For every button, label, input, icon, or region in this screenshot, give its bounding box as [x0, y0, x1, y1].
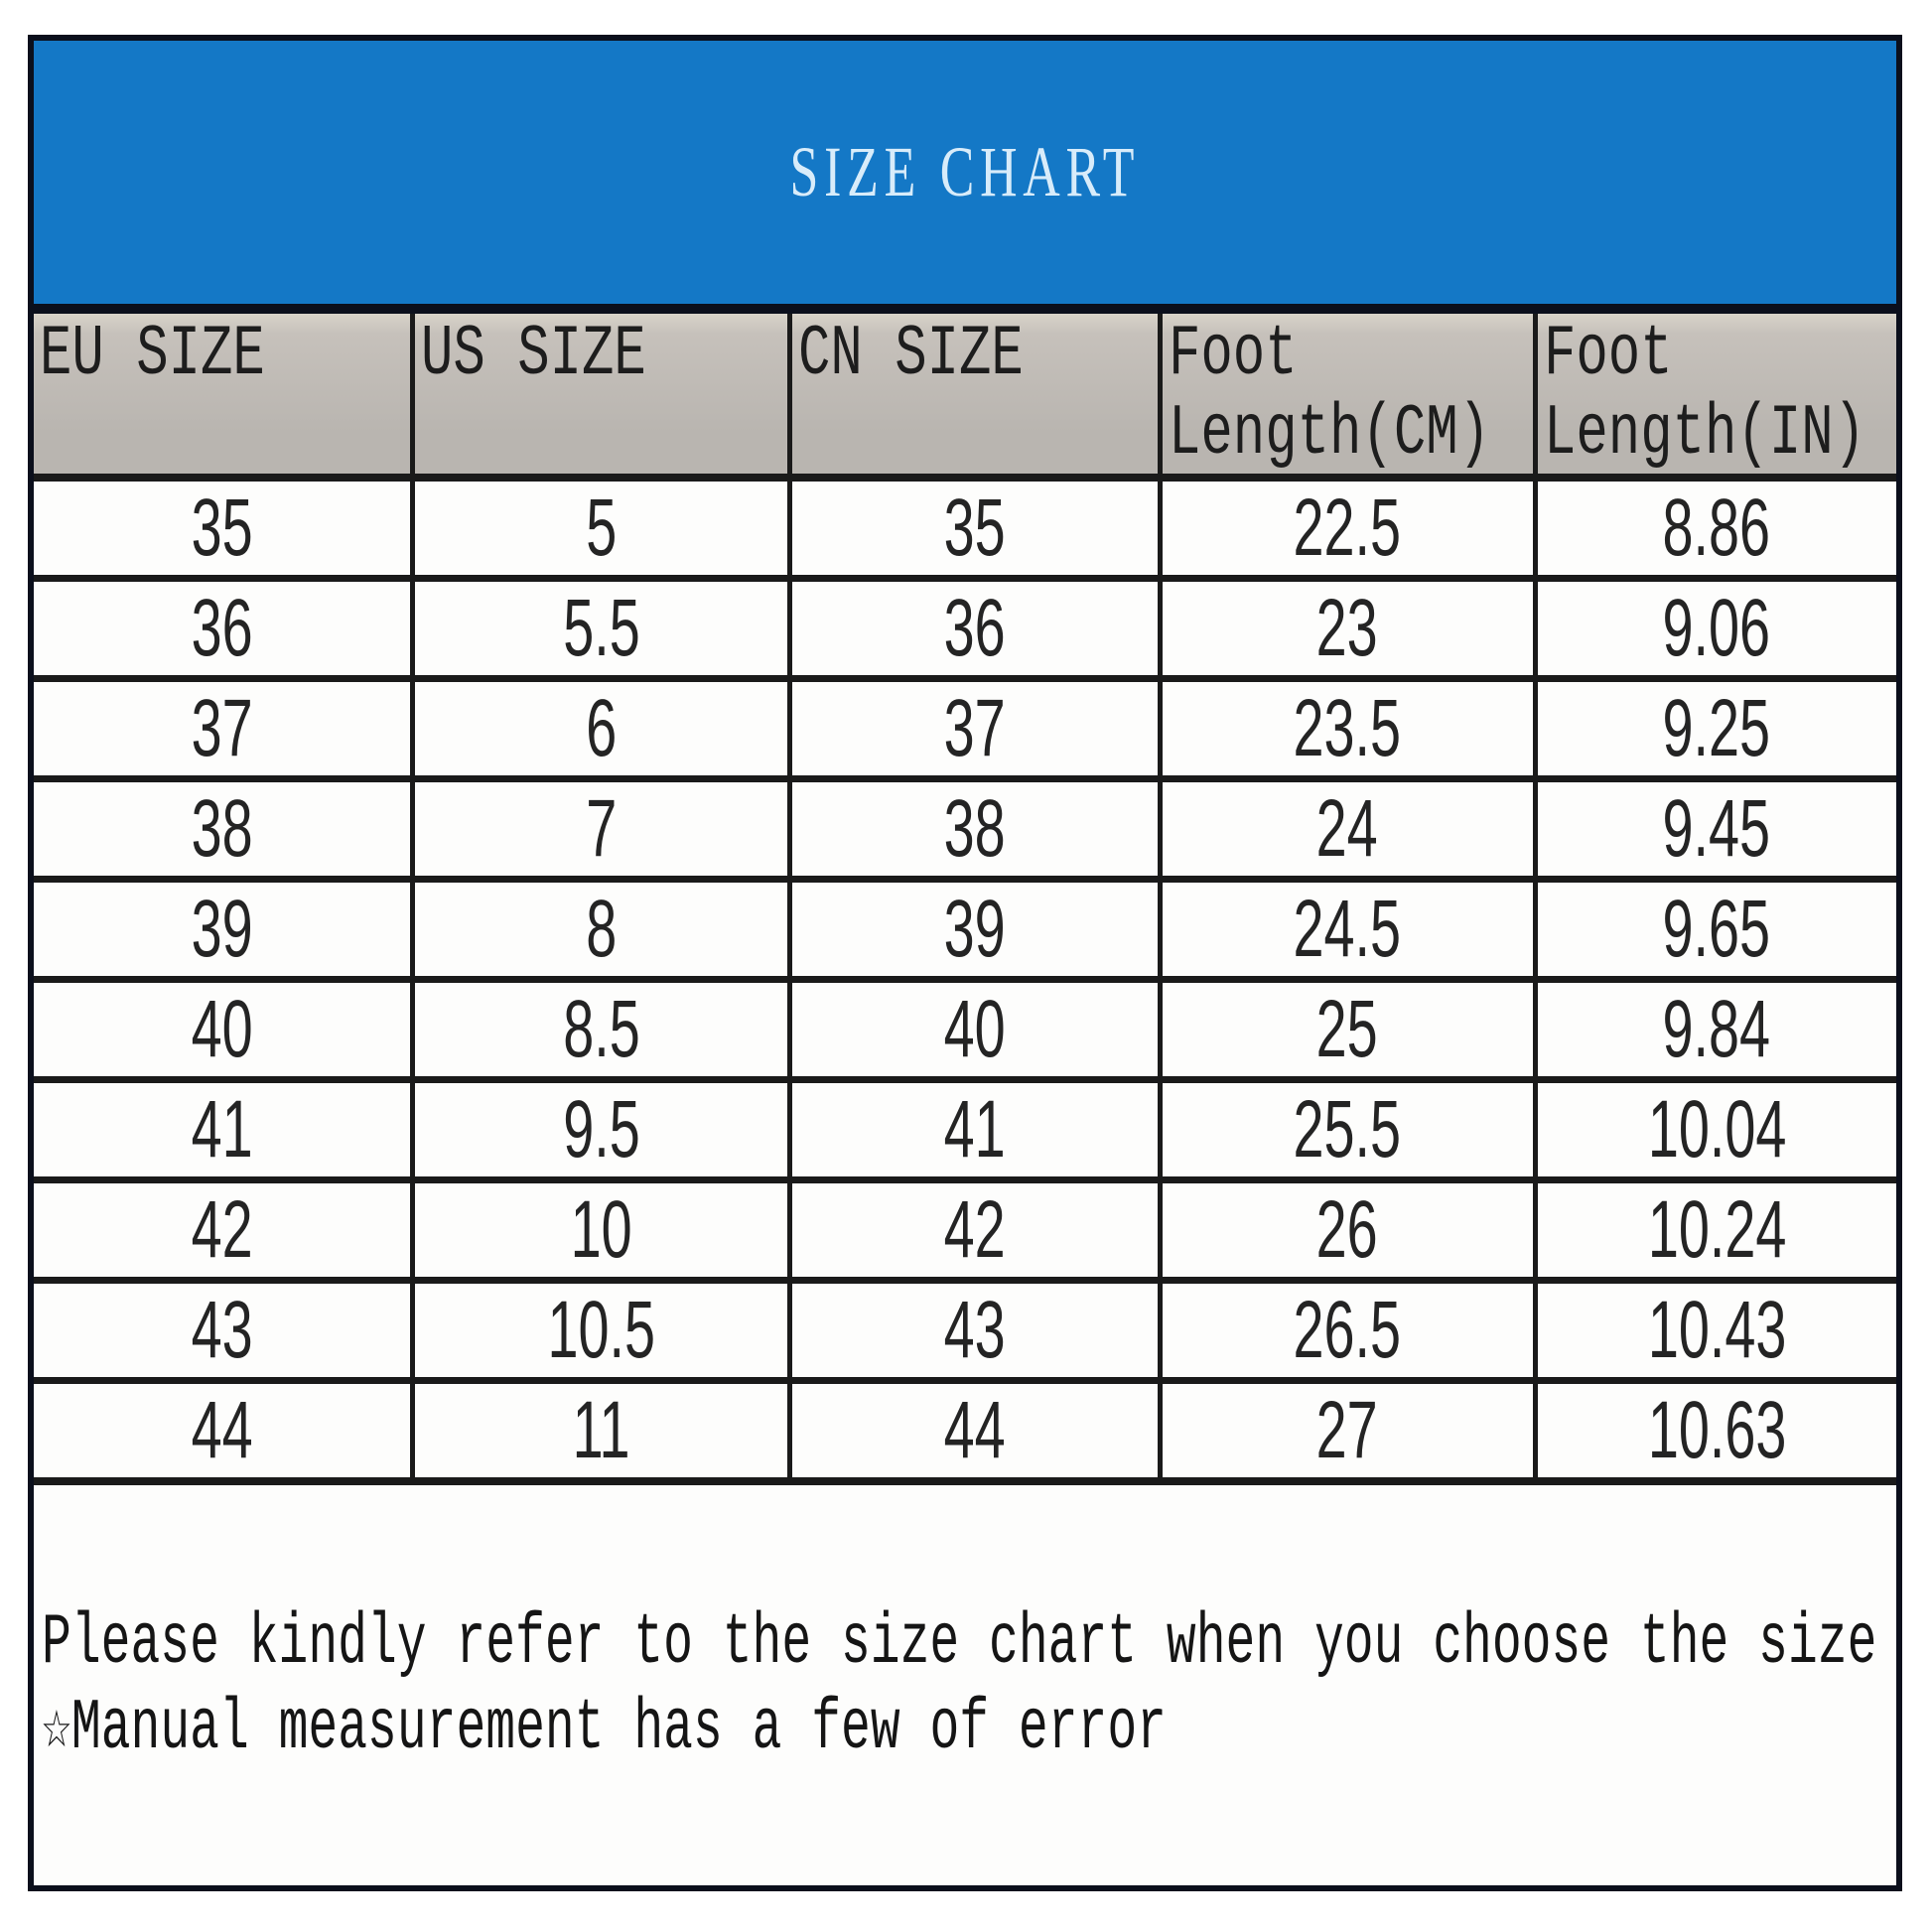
foot-length-in-cell: 10.24 — [1535, 1180, 1896, 1281]
table-row — [34, 679, 1896, 779]
us-size-cell: 10 — [413, 1180, 790, 1281]
foot-length-in-cell: 9.25 — [1535, 679, 1896, 779]
table-row — [34, 779, 1896, 880]
eu-size-cell: 39 — [34, 880, 413, 980]
eu-size-cell: 42 — [34, 1180, 413, 1281]
table-row — [34, 980, 1896, 1080]
column-header-eu-size: EU SIZE — [34, 314, 413, 478]
eu-size-cell: 35 — [34, 478, 413, 579]
table-row — [34, 478, 1896, 579]
table-row — [34, 1381, 1896, 1482]
size-chart-table — [28, 35, 1902, 1891]
us-size-cell: 5 — [413, 478, 790, 579]
table-row — [34, 579, 1896, 679]
foot-length-cm-cell: 23 — [1160, 579, 1535, 679]
table-row — [34, 1180, 1896, 1281]
column-header-cn-size: CN SIZE — [790, 314, 1160, 478]
column-header-foot-length-in: Foot Length(IN) — [1535, 314, 1896, 478]
cn-size-cell: 42 — [790, 1180, 1160, 1281]
column-header-foot-length-cm: Foot Length(CM) — [1160, 314, 1535, 478]
eu-size-cell: 43 — [34, 1281, 413, 1381]
foot-length-cm-cell: 25.5 — [1160, 1080, 1535, 1180]
us-size-cell: 10.5 — [413, 1281, 790, 1381]
title-band — [34, 41, 1896, 314]
foot-length-cm-cell: 26 — [1160, 1180, 1535, 1281]
eu-size-cell: 44 — [34, 1381, 413, 1482]
foot-length-in-cell: 10.04 — [1535, 1080, 1896, 1180]
foot-length-in-cell: 9.06 — [1535, 579, 1896, 679]
foot-length-cm-cell: 24.5 — [1160, 880, 1535, 980]
cn-size-cell: 37 — [790, 679, 1160, 779]
eu-size-cell: 40 — [34, 980, 413, 1080]
cn-size-cell: 38 — [790, 779, 1160, 880]
eu-size-cell: 41 — [34, 1080, 413, 1180]
us-size-cell: 7 — [413, 779, 790, 880]
us-size-cell: 5.5 — [413, 579, 790, 679]
eu-size-cell: 38 — [34, 779, 413, 880]
table-row — [34, 1281, 1896, 1381]
cn-size-cell: 41 — [790, 1080, 1160, 1180]
size-table — [34, 314, 1896, 1485]
foot-length-in-cell: 9.84 — [1535, 980, 1896, 1080]
table-row — [34, 1080, 1896, 1180]
us-size-cell: 11 — [413, 1381, 790, 1482]
foot-length-cm-cell: 23.5 — [1160, 679, 1535, 779]
us-size-cell: 8 — [413, 880, 790, 980]
cn-size-cell: 35 — [790, 478, 1160, 579]
foot-length-in-cell: 9.45 — [1535, 779, 1896, 880]
foot-length-in-cell: 10.43 — [1535, 1281, 1896, 1381]
header-row — [34, 314, 1896, 478]
cn-size-cell: 40 — [790, 980, 1160, 1080]
foot-length-cm-cell: 22.5 — [1160, 478, 1535, 579]
note-line-1: Please kindly refer to the size chart when you choose the size — [42, 1601, 1877, 1684]
cn-size-cell: 44 — [790, 1381, 1160, 1482]
foot-length-in-cell: 8.86 — [1535, 478, 1896, 579]
us-size-cell: 6 — [413, 679, 790, 779]
cn-size-cell: 39 — [790, 880, 1160, 980]
foot-length-in-cell: 10.63 — [1535, 1381, 1896, 1482]
note-line-2: ☆Manual measurement has a few of error — [42, 1687, 1167, 1769]
footer-note — [34, 1485, 1896, 1885]
us-size-cell: 8.5 — [413, 980, 790, 1080]
foot-length-cm-cell: 27 — [1160, 1381, 1535, 1482]
eu-size-cell: 36 — [34, 579, 413, 679]
foot-length-cm-cell: 24 — [1160, 779, 1535, 880]
eu-size-cell: 37 — [34, 679, 413, 779]
cn-size-cell: 36 — [790, 579, 1160, 679]
us-size-cell: 9.5 — [413, 1080, 790, 1180]
foot-length-cm-cell: 25 — [1160, 980, 1535, 1080]
foot-length-in-cell: 9.65 — [1535, 880, 1896, 980]
foot-length-cm-cell: 26.5 — [1160, 1281, 1535, 1381]
table-row — [34, 880, 1896, 980]
column-header-us-size: US SIZE — [413, 314, 790, 478]
cn-size-cell: 43 — [790, 1281, 1160, 1381]
chart-title: SIZE CHART — [789, 132, 1141, 211]
